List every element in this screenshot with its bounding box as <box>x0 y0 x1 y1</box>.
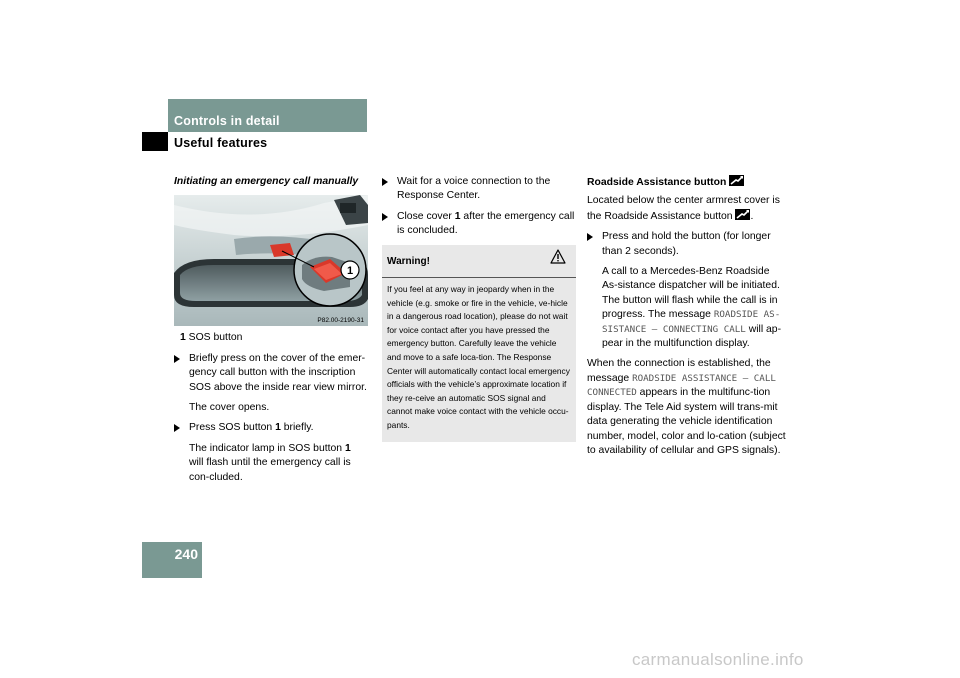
connection-established-para <box>587 357 787 458</box>
roadside-title: Roadside Assistance button <box>587 177 727 188</box>
step-press-sos <box>174 421 368 435</box>
warning-title: Warning! <box>387 255 430 267</box>
bullet-arrow-icon <box>174 424 180 432</box>
column-3 <box>587 175 787 464</box>
step-press-hold <box>587 230 787 259</box>
header-marker <box>142 132 168 151</box>
section-title: Controls in detail <box>174 114 280 128</box>
warning-header <box>382 245 576 278</box>
page-number-box <box>142 542 202 578</box>
note-indicator-lamp <box>174 442 368 485</box>
note-text-pre: A call to a Mercedes-Benz Roadside As-sistance dispatcher will be initiated. The button will flash while the call is in progress. The message <box>602 266 780 321</box>
warning-box <box>382 245 576 442</box>
note-call-initiated <box>587 265 787 351</box>
note-cover-opens: The cover opens. <box>189 402 270 414</box>
subsection-title: Useful features <box>174 136 268 150</box>
page-number: 240 <box>174 546 198 562</box>
bullet-arrow-icon <box>587 233 593 241</box>
step-text: Briefly press on the cover of the emer-gency call button with the inscription SOS above the inside rear view mirror. <box>189 352 367 393</box>
intro-text: Located below the center armrest cover is the Roadside Assistance button <box>587 195 780 222</box>
roadside-intro <box>587 194 787 224</box>
bullet-arrow-icon <box>174 355 180 363</box>
display-message-connecting: ROADSIDE AS-SISTANCE – CONNECTING CALL <box>602 309 781 335</box>
caption-text: SOS button <box>188 332 243 344</box>
column-1 <box>174 175 368 491</box>
step-text-pre: Close cover <box>397 210 455 222</box>
step-close-cover <box>382 210 576 239</box>
step-ref-number: 1 <box>275 422 281 434</box>
note-text-post: will ap-pear in the multifunction display. <box>602 323 782 350</box>
bullet-arrow-icon <box>382 213 388 221</box>
bullet-arrow-icon <box>382 178 388 186</box>
para-text-post: appears in the multifunc-tion display. The Tele Aid system will trans-mit data generating the vehicle identification number, model, color and lo-cation (subject to availability of cellular and GPS signals). <box>587 387 786 456</box>
figure-code: P82.00-2190-31 <box>317 317 364 325</box>
roadside-assistance-icon <box>729 175 744 186</box>
caption-number: 1 <box>180 332 186 344</box>
step-text: Press and hold the button (for longer than 2 seconds). <box>602 231 771 257</box>
roadside-heading <box>587 175 787 190</box>
step-text-post: after the emergency call is concluded. <box>397 210 575 237</box>
emergency-call-heading: Initiating an emergency call manually <box>174 176 359 187</box>
para-text-pre: When the connection is established, the message <box>587 358 771 384</box>
display-message-connected: ROADSIDE ASSISTANCE – CALL CONNECTED <box>587 372 776 399</box>
warning-text: If you feel at any way in jeopardy when in the vehicle (e.g. smoke or fire in the vehicle, ve-hicle in a dangerous road location), please do not wait for voice contact after you have pressed the emergency button. Carefully leave the vehicle and move to a safe loca-tion. The Response Center will automatically contact local emergency officials with the vehicle’s approximate location if they re-ceive an automatic SOS signal and cannot make voice contact with the vehicle occu-pants. <box>387 284 570 430</box>
step-ref-number: 1 <box>454 210 461 222</box>
figure-caption <box>180 331 368 345</box>
note-text-pre: The indicator lamp in SOS button <box>189 442 345 454</box>
step-wait-connection <box>382 175 576 204</box>
roadside-assistance-icon <box>735 209 750 220</box>
intro-end: . <box>750 210 754 222</box>
step-press-cover <box>174 352 368 395</box>
column-2 <box>382 175 576 442</box>
warning-triangle-icon <box>550 249 566 269</box>
note-ref-number: 1 <box>344 442 351 454</box>
sos-button-figure <box>174 195 368 326</box>
watermark: carmanualsonline.info <box>632 650 804 669</box>
note-text-post: will flash until the emergency call is con-cluded. <box>189 457 351 483</box>
step-text: Wait for a voice connection to the Response Center. <box>397 176 551 202</box>
figure-callout: 1 <box>346 265 354 278</box>
step-text-post: briefly. <box>280 422 314 434</box>
mirror-illustration <box>174 195 368 326</box>
step-text-pre: Press SOS button <box>189 422 276 434</box>
